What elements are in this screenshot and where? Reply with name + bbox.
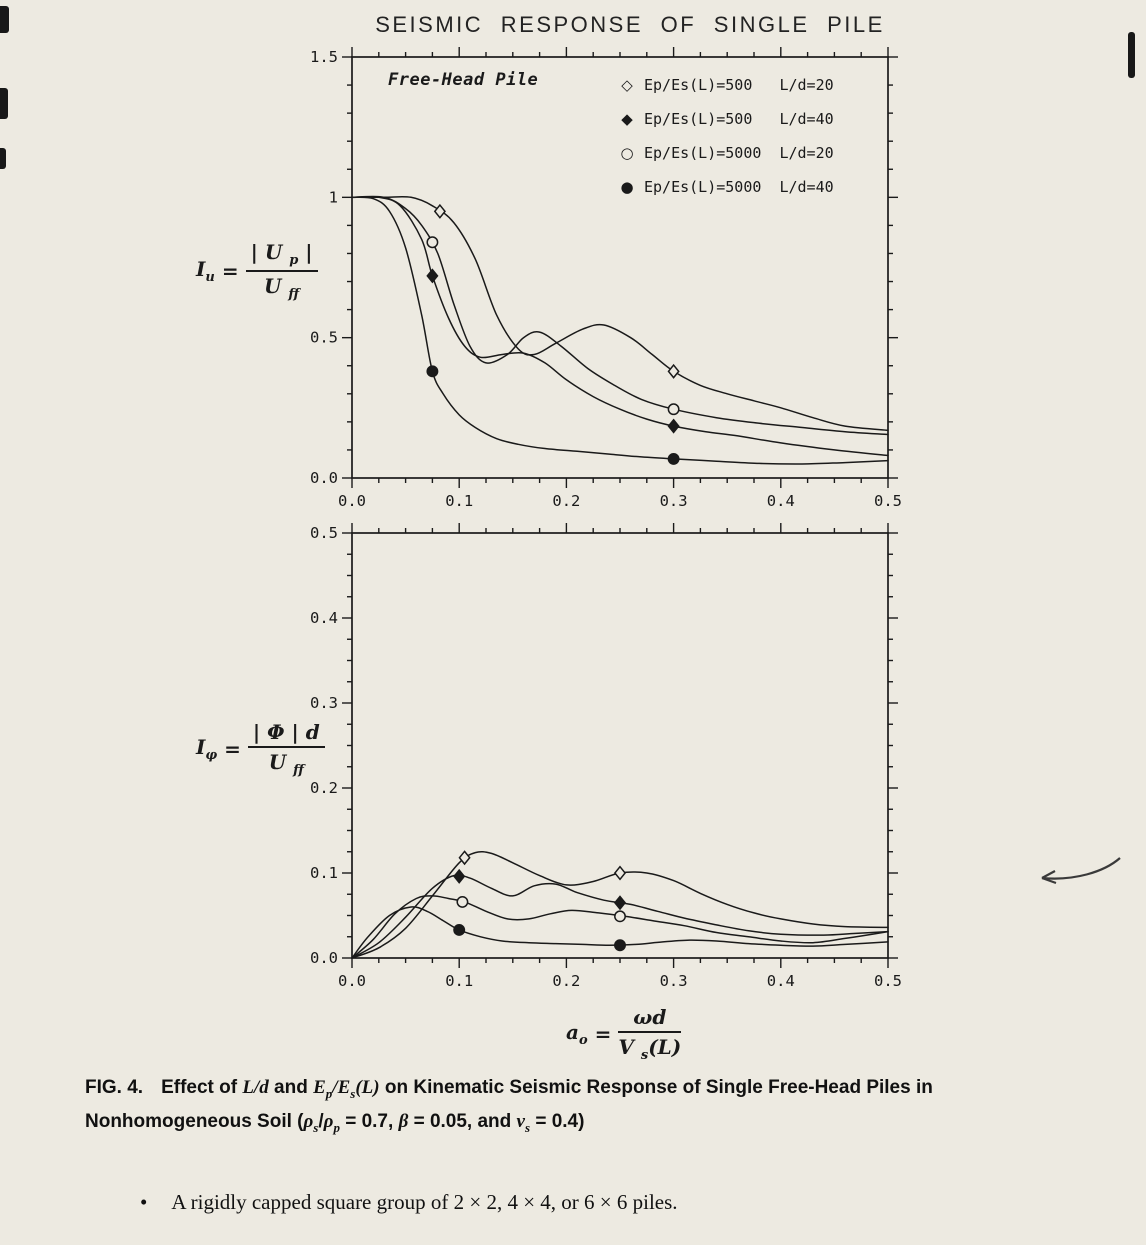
svg-text:0.5: 0.5 xyxy=(310,328,338,347)
svg-text:0.5: 0.5 xyxy=(874,972,902,990)
legend-item-label: Ep/Es(L)=500 L/d=20 xyxy=(644,76,834,94)
svg-text:1.5: 1.5 xyxy=(310,48,338,66)
scan-artifact xyxy=(0,6,9,33)
scan-artifact xyxy=(0,148,6,169)
svg-text:0.4: 0.4 xyxy=(766,492,795,509)
svg-text:0.1: 0.1 xyxy=(310,864,338,882)
svg-text:0.3: 0.3 xyxy=(659,972,688,990)
svg-text:0.1: 0.1 xyxy=(445,972,474,990)
svg-text:0.4: 0.4 xyxy=(310,609,338,627)
legend xyxy=(610,68,834,204)
svg-text:1: 1 xyxy=(328,188,338,207)
svg-text:0.0: 0.0 xyxy=(338,492,366,509)
open-diamond-marker-icon: ◇ xyxy=(621,76,633,94)
filled-diamond-marker-icon: ◆ xyxy=(621,110,633,128)
legend-item xyxy=(610,136,834,170)
svg-text:0.5: 0.5 xyxy=(874,492,902,509)
svg-text:0.0: 0.0 xyxy=(310,949,338,967)
svg-text:0.0: 0.0 xyxy=(338,972,366,990)
body-text-bullet xyxy=(140,1190,1080,1215)
filled-circle-marker-icon: ● xyxy=(620,178,634,196)
scan-artifact xyxy=(1128,32,1135,78)
svg-text:0.3: 0.3 xyxy=(659,492,688,509)
legend-item-label: Ep/Es(L)=5000 L/d=20 xyxy=(644,144,834,162)
svg-text:0.0: 0.0 xyxy=(310,469,338,487)
handwritten-mark xyxy=(1008,848,1138,903)
scan-artifact xyxy=(0,88,8,119)
svg-text:0.4: 0.4 xyxy=(766,972,795,990)
svg-text:0.2: 0.2 xyxy=(310,779,338,797)
legend-item-label: Ep/Es(L)=5000 L/d=40 xyxy=(644,178,834,196)
legend-item xyxy=(610,68,834,102)
legend-item xyxy=(610,102,834,136)
svg-text:0.3: 0.3 xyxy=(310,694,338,712)
chart-iphi xyxy=(292,513,952,995)
figure-title: SEISMIC RESPONSE OF SINGLE PILE xyxy=(375,12,885,37)
y-axis-label-iphi: $I_\varphi$ = $\frac{| \Phi | d}{U _{ff}}$ xyxy=(196,720,325,778)
figure-caption-text: Effect of L/d and $E_p/E_s(L)$ on Kinematic Seismic Response of Single Free-Head Piles in Nonhomogeneous Soil ($\rho_s/\rho_p = 0.7$, β = 0.05, and $\nu_s = 0.4$) xyxy=(85,1077,933,1135)
open-circle-marker-icon: ○ xyxy=(620,144,634,162)
plot-annotation-free-head-pile: Free-Head Pile xyxy=(388,70,539,90)
svg-text:0.1: 0.1 xyxy=(445,492,474,509)
x-axis-label-a0: $a_o$ = $\frac{\omega d}{V _s(L)}$ xyxy=(566,1005,682,1063)
figure-caption xyxy=(85,1074,1063,1142)
bullet-icon: • xyxy=(140,1190,148,1214)
legend-item xyxy=(610,170,834,204)
svg-text:0.2: 0.2 xyxy=(552,972,581,990)
legend-item-label: Ep/Es(L)=500 L/d=40 xyxy=(644,110,834,128)
figure-caption-label: FIG. 4. xyxy=(85,1077,144,1098)
bullet-text: A rigidly capped square group of 2 × 2, 4 × 4, or 6 × 6 piles. xyxy=(171,1190,678,1214)
svg-text:0.5: 0.5 xyxy=(310,524,338,542)
svg-text:0.2: 0.2 xyxy=(552,492,581,509)
y-axis-label-iu: $I_u$ = $\frac{| U _p |}{U _{ff}}$ xyxy=(196,240,318,302)
